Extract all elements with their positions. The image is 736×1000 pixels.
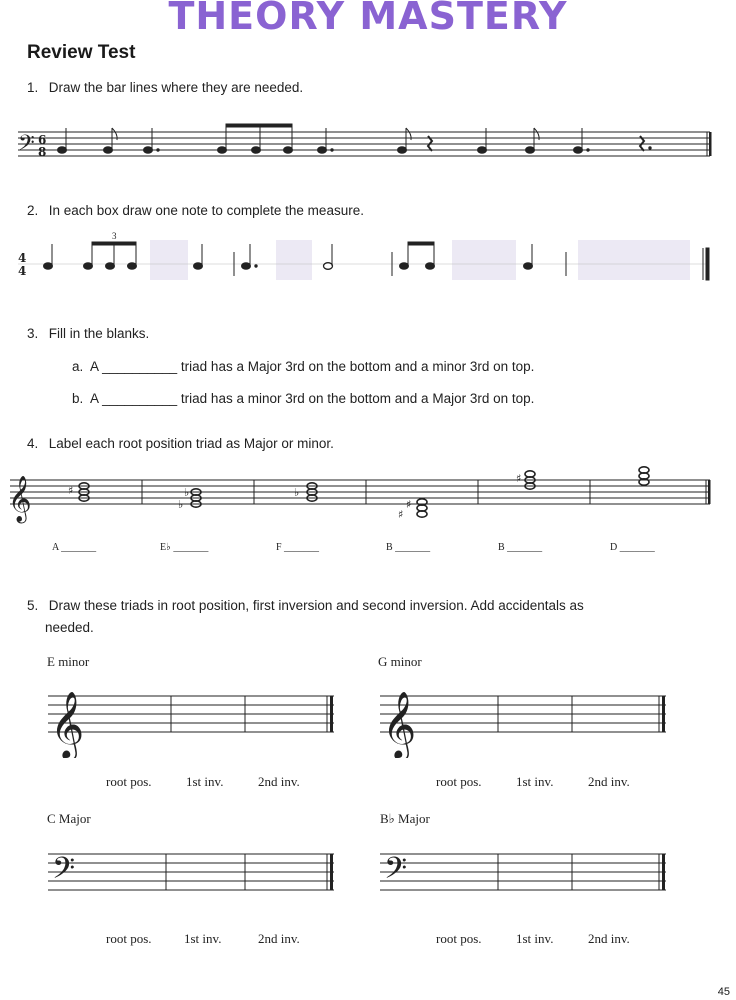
- item-letter: b.: [72, 391, 84, 406]
- triad-label-blank[interactable]: E♭ _______: [160, 542, 209, 553]
- note: [242, 244, 258, 269]
- inversion-label: 2nd inv.: [258, 774, 300, 789]
- question-number: 1.: [27, 80, 39, 95]
- item-text: triad has a minor 3rd on the bottom and a Major 3rd on top.: [180, 391, 535, 406]
- inversion-label: root pos.: [436, 774, 482, 789]
- answer-box[interactable]: [452, 240, 516, 280]
- inversion-label: root pos.: [436, 931, 482, 946]
- triad-title: G minor: [378, 654, 422, 669]
- inversion-label: 1st inv.: [186, 774, 224, 789]
- question-5: [27, 598, 717, 613]
- inversion-label: 1st inv.: [184, 931, 222, 946]
- note: [524, 244, 533, 269]
- bass-clef-icon: [18, 131, 35, 161]
- svg-text:6: 6: [38, 133, 47, 147]
- inversion-label: root pos.: [106, 931, 152, 946]
- item-prefix: A: [90, 359, 99, 374]
- flat-icon: ♭: [178, 498, 184, 511]
- triad-chord: [417, 499, 427, 517]
- triad-label-blank[interactable]: A _______: [52, 542, 97, 553]
- question-4: [27, 436, 334, 451]
- svg-text:4: 4: [18, 251, 27, 265]
- triad-label-blank[interactable]: D _______: [610, 542, 655, 553]
- question-text: Fill in the blanks.: [48, 326, 150, 341]
- inversion-label: 1st inv.: [516, 931, 554, 946]
- question-number: 2.: [27, 203, 39, 218]
- item-prefix: A: [90, 391, 99, 406]
- svg-text:4: 4: [18, 264, 27, 278]
- svg-text:8: 8: [38, 145, 47, 159]
- inversion-label: 2nd inv.: [258, 931, 300, 946]
- section-title: Review Test: [27, 42, 136, 63]
- question-1: [27, 80, 303, 95]
- staff-b-flat-major[interactable]: [376, 836, 670, 916]
- half-note: [324, 244, 333, 269]
- q3-item-a: [72, 359, 534, 374]
- staff-g-minor[interactable]: [376, 676, 670, 758]
- sharp-icon: ♯: [406, 498, 412, 511]
- note: [194, 244, 203, 269]
- question-2: [27, 203, 364, 218]
- triplet-mark: 3: [112, 231, 117, 241]
- treble-clef-icon: 𝄞: [50, 690, 85, 758]
- triad-title: E minor: [47, 654, 90, 669]
- sharp-icon: ♯: [398, 508, 404, 521]
- triad-label-blank[interactable]: B _______: [386, 542, 431, 553]
- answer-blank[interactable]: __________: [102, 359, 178, 374]
- answer-box[interactable]: [150, 240, 188, 280]
- sharp-icon: ♯: [516, 472, 522, 485]
- page-number: 45: [717, 986, 730, 998]
- staff-c-major[interactable]: [44, 836, 338, 916]
- triad-title: C Major: [47, 811, 91, 826]
- question-5-line2: needed.: [45, 620, 94, 635]
- triad-label-blank[interactable]: F _______: [276, 542, 320, 553]
- bass-clef-icon: 𝄢: [384, 852, 408, 893]
- beamed-notes: [218, 124, 293, 153]
- question-text: Label each root position triad as Major or minor.: [48, 436, 334, 451]
- triad-title: B♭ Major: [380, 811, 430, 826]
- inversion-label: root pos.: [106, 774, 152, 789]
- question-number: 5.: [27, 598, 39, 613]
- inversion-label: 2nd inv.: [588, 931, 630, 946]
- item-text: triad has a Major 3rd on the bottom and a minor 3rd on top.: [180, 359, 535, 374]
- staff-e-minor[interactable]: [44, 676, 338, 758]
- item-letter: a.: [72, 359, 84, 374]
- sharp-icon: ♯: [68, 484, 74, 497]
- question-3: [27, 326, 149, 341]
- triplet-notes: [84, 242, 137, 269]
- answer-blank[interactable]: __________: [102, 391, 178, 406]
- treble-clef-icon: [8, 476, 32, 524]
- q4-staff: [0, 462, 736, 526]
- inversion-label: 1st inv.: [516, 774, 554, 789]
- q3-item-b: [72, 391, 534, 406]
- question-text: In each box draw one note to complete the measure.: [48, 203, 364, 218]
- triad-chord: [639, 467, 649, 485]
- question-number: 3.: [27, 326, 39, 341]
- inversion-label: 2nd inv.: [588, 774, 630, 789]
- question-number: 4.: [27, 436, 39, 451]
- beamed-notes: [400, 242, 435, 269]
- q1-staff: [0, 118, 736, 178]
- bass-clef-icon: 𝄢: [52, 852, 76, 893]
- note: [44, 244, 53, 269]
- svg-text:𝄞: 𝄞: [8, 476, 32, 522]
- answer-box[interactable]: [578, 240, 690, 280]
- q2-rhythm-line: [0, 230, 736, 290]
- question-text: Draw these triads in root position, first inversion and second inversion. Add accidentals as: [48, 598, 584, 613]
- flat-icon: ♭: [184, 486, 190, 499]
- svg-text:𝄢: 𝄢: [18, 131, 35, 161]
- treble-clef-icon: 𝄞: [382, 690, 417, 758]
- triad-label-blank[interactable]: B _______: [498, 542, 543, 553]
- flat-icon: ♭: [294, 486, 300, 499]
- page-header-title: THEORY MASTERY: [168, 0, 568, 38]
- question-text: Draw the bar lines where they are needed.: [48, 80, 304, 95]
- answer-boxes: [150, 240, 690, 280]
- answer-box[interactable]: [276, 240, 312, 280]
